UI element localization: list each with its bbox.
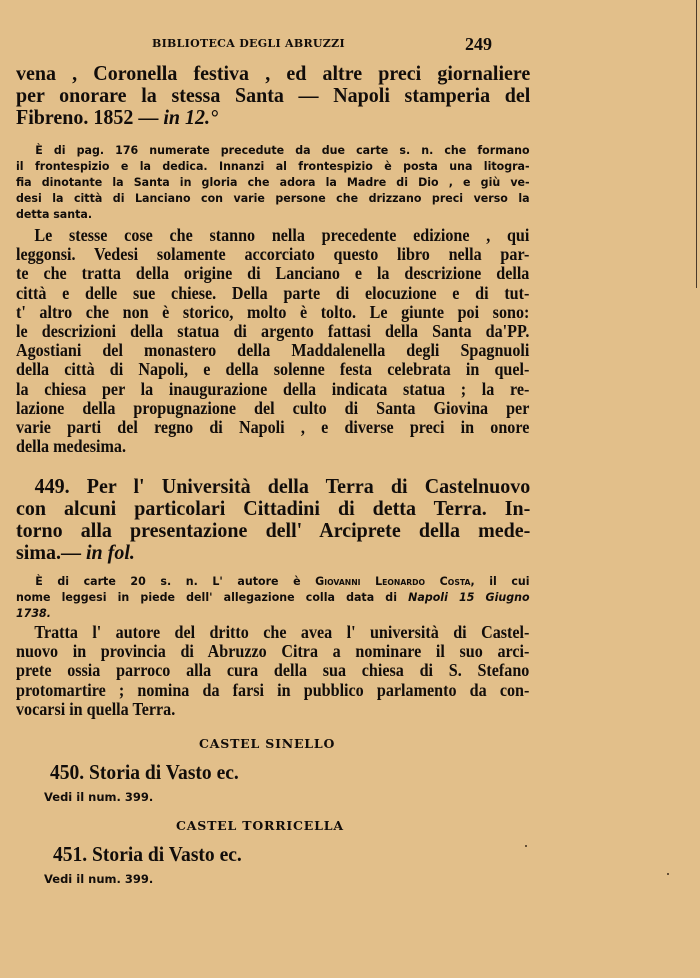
text-line: le descrizioni della statua di argento fattasi della Santa da'PP. — [16, 321, 530, 342]
entry-451-title: 451. Storia di Vasto ec. — [53, 842, 242, 866]
text-line: 449. Per l' Università della Terra di Castelnuovo — [34, 474, 531, 498]
format-text: in 12.° — [163, 105, 219, 129]
date-text: Napoli 15 Giugno — [408, 590, 530, 604]
entry-449-title — [16, 475, 530, 563]
text-line: È di pag. 176 numerate precedute da due carte s. n. che formano — [35, 143, 530, 157]
running-head — [16, 34, 530, 54]
section-heading-castel-sinello: CASTEL SINELLO — [199, 736, 336, 751]
text-line — [16, 106, 530, 128]
text-line: desi la città di Lanciano con varie persone che drizzano preci verso la — [16, 191, 530, 205]
text-line: la chiesa per la inaugurazione della indicata statua ; la re- — [16, 378, 530, 399]
continuation-commentary — [16, 226, 529, 456]
text-line: varie parti del regno di Napoli , e diverse preci in onore — [16, 417, 530, 438]
entry-451-reference: Vedi il num. 399. — [44, 872, 154, 886]
text-line: protomartire ; nomina da farsi in pubblico parlamento da con- — [16, 679, 530, 700]
section-heading-castel-torricella: CASTEL TORRICELLA — [176, 818, 344, 833]
text-line — [16, 541, 530, 563]
text-line: leggonsi. Vedesi solamente accorciato questo libro nella par- — [16, 244, 530, 265]
running-title: BIBLIOTECA DEGLI ABRUZZI — [152, 37, 345, 50]
entry-449-commentary — [16, 623, 529, 719]
text-line: della medesima. — [16, 436, 127, 457]
text-line: t' altro che non è storico, molto è tolto. Le giunte poi sono: — [16, 301, 530, 322]
text-line: della città di Napoli, e della solenne festa celebrata in quel- — [16, 359, 530, 380]
text-line: torno alla presentazione dell' Arciprete della mede- — [16, 518, 531, 542]
text-line: detta santa. — [16, 207, 93, 221]
text-line — [16, 589, 530, 605]
text-line: Tratta l' autore del dritto che avea l' università di Castel- — [34, 622, 530, 642]
text-line: Le stesse cose che stanno nella precedente edizione , qui — [34, 225, 530, 245]
page-number: 249 — [465, 34, 492, 54]
text-line: fia dinotante la Santa in gloria che adora la Madre di Dio , e giù ve- — [16, 175, 530, 189]
text-line: vocarsi in quella Terra. — [16, 698, 176, 719]
text-line: lazione della propugnazione del culto di Santa Giovina per — [16, 397, 530, 418]
continuation-note — [16, 142, 530, 222]
entry-450-reference: Vedi il num. 399. — [44, 790, 154, 804]
text-line — [16, 573, 530, 589]
note-text: , il cui — [470, 574, 530, 588]
text-line: città e delle sue chiese. Della parte di elocuzione e di tut- — [16, 282, 530, 303]
text-line: te che tratta della origine di Lanciano e la descrizione della — [16, 263, 530, 284]
text-line: per onorare la stessa Santa — Napoli stamperia del — [16, 83, 531, 107]
text-line: Agostiani del monastero della Maddalenella degli Spagnuoli — [16, 340, 530, 361]
note-text: nome leggesi in piede dell' allegazione colla data di — [16, 590, 409, 604]
title-end-text: sima.— — [16, 540, 86, 564]
text-line: il frontespizio e la dedica. Innanzi al frontespizio è posta una litogra- — [16, 159, 530, 173]
format-text: in fol. — [85, 540, 135, 564]
paper-speck — [525, 845, 527, 847]
entry-450-title: 450. Storia di Vasto ec. — [50, 760, 239, 784]
text-line: nuovo in provincia di Abruzzo Citra a nominare il suo arci- — [16, 641, 530, 662]
imprint-text: Fibreno. 1852 — — [16, 105, 164, 129]
paper-speck — [667, 873, 669, 875]
text-line: con alcuni particolari Cittadini di detta Terra. In- — [16, 496, 531, 520]
author-name: Giovanni Leonardo Costa — [315, 574, 471, 588]
note-text: È di carte 20 s. n. L' autore è — [35, 574, 316, 588]
entry-449-note — [16, 573, 530, 621]
text-line: 1738. — [16, 606, 51, 620]
continuation-title — [16, 62, 530, 128]
text-line: prete ossia parroco alla cura della sua chiesa di S. Stefano — [16, 660, 530, 681]
text-line: vena , Coronella festiva , ed altre preci giornaliere — [16, 61, 531, 85]
page-edge-rule — [696, 0, 697, 288]
